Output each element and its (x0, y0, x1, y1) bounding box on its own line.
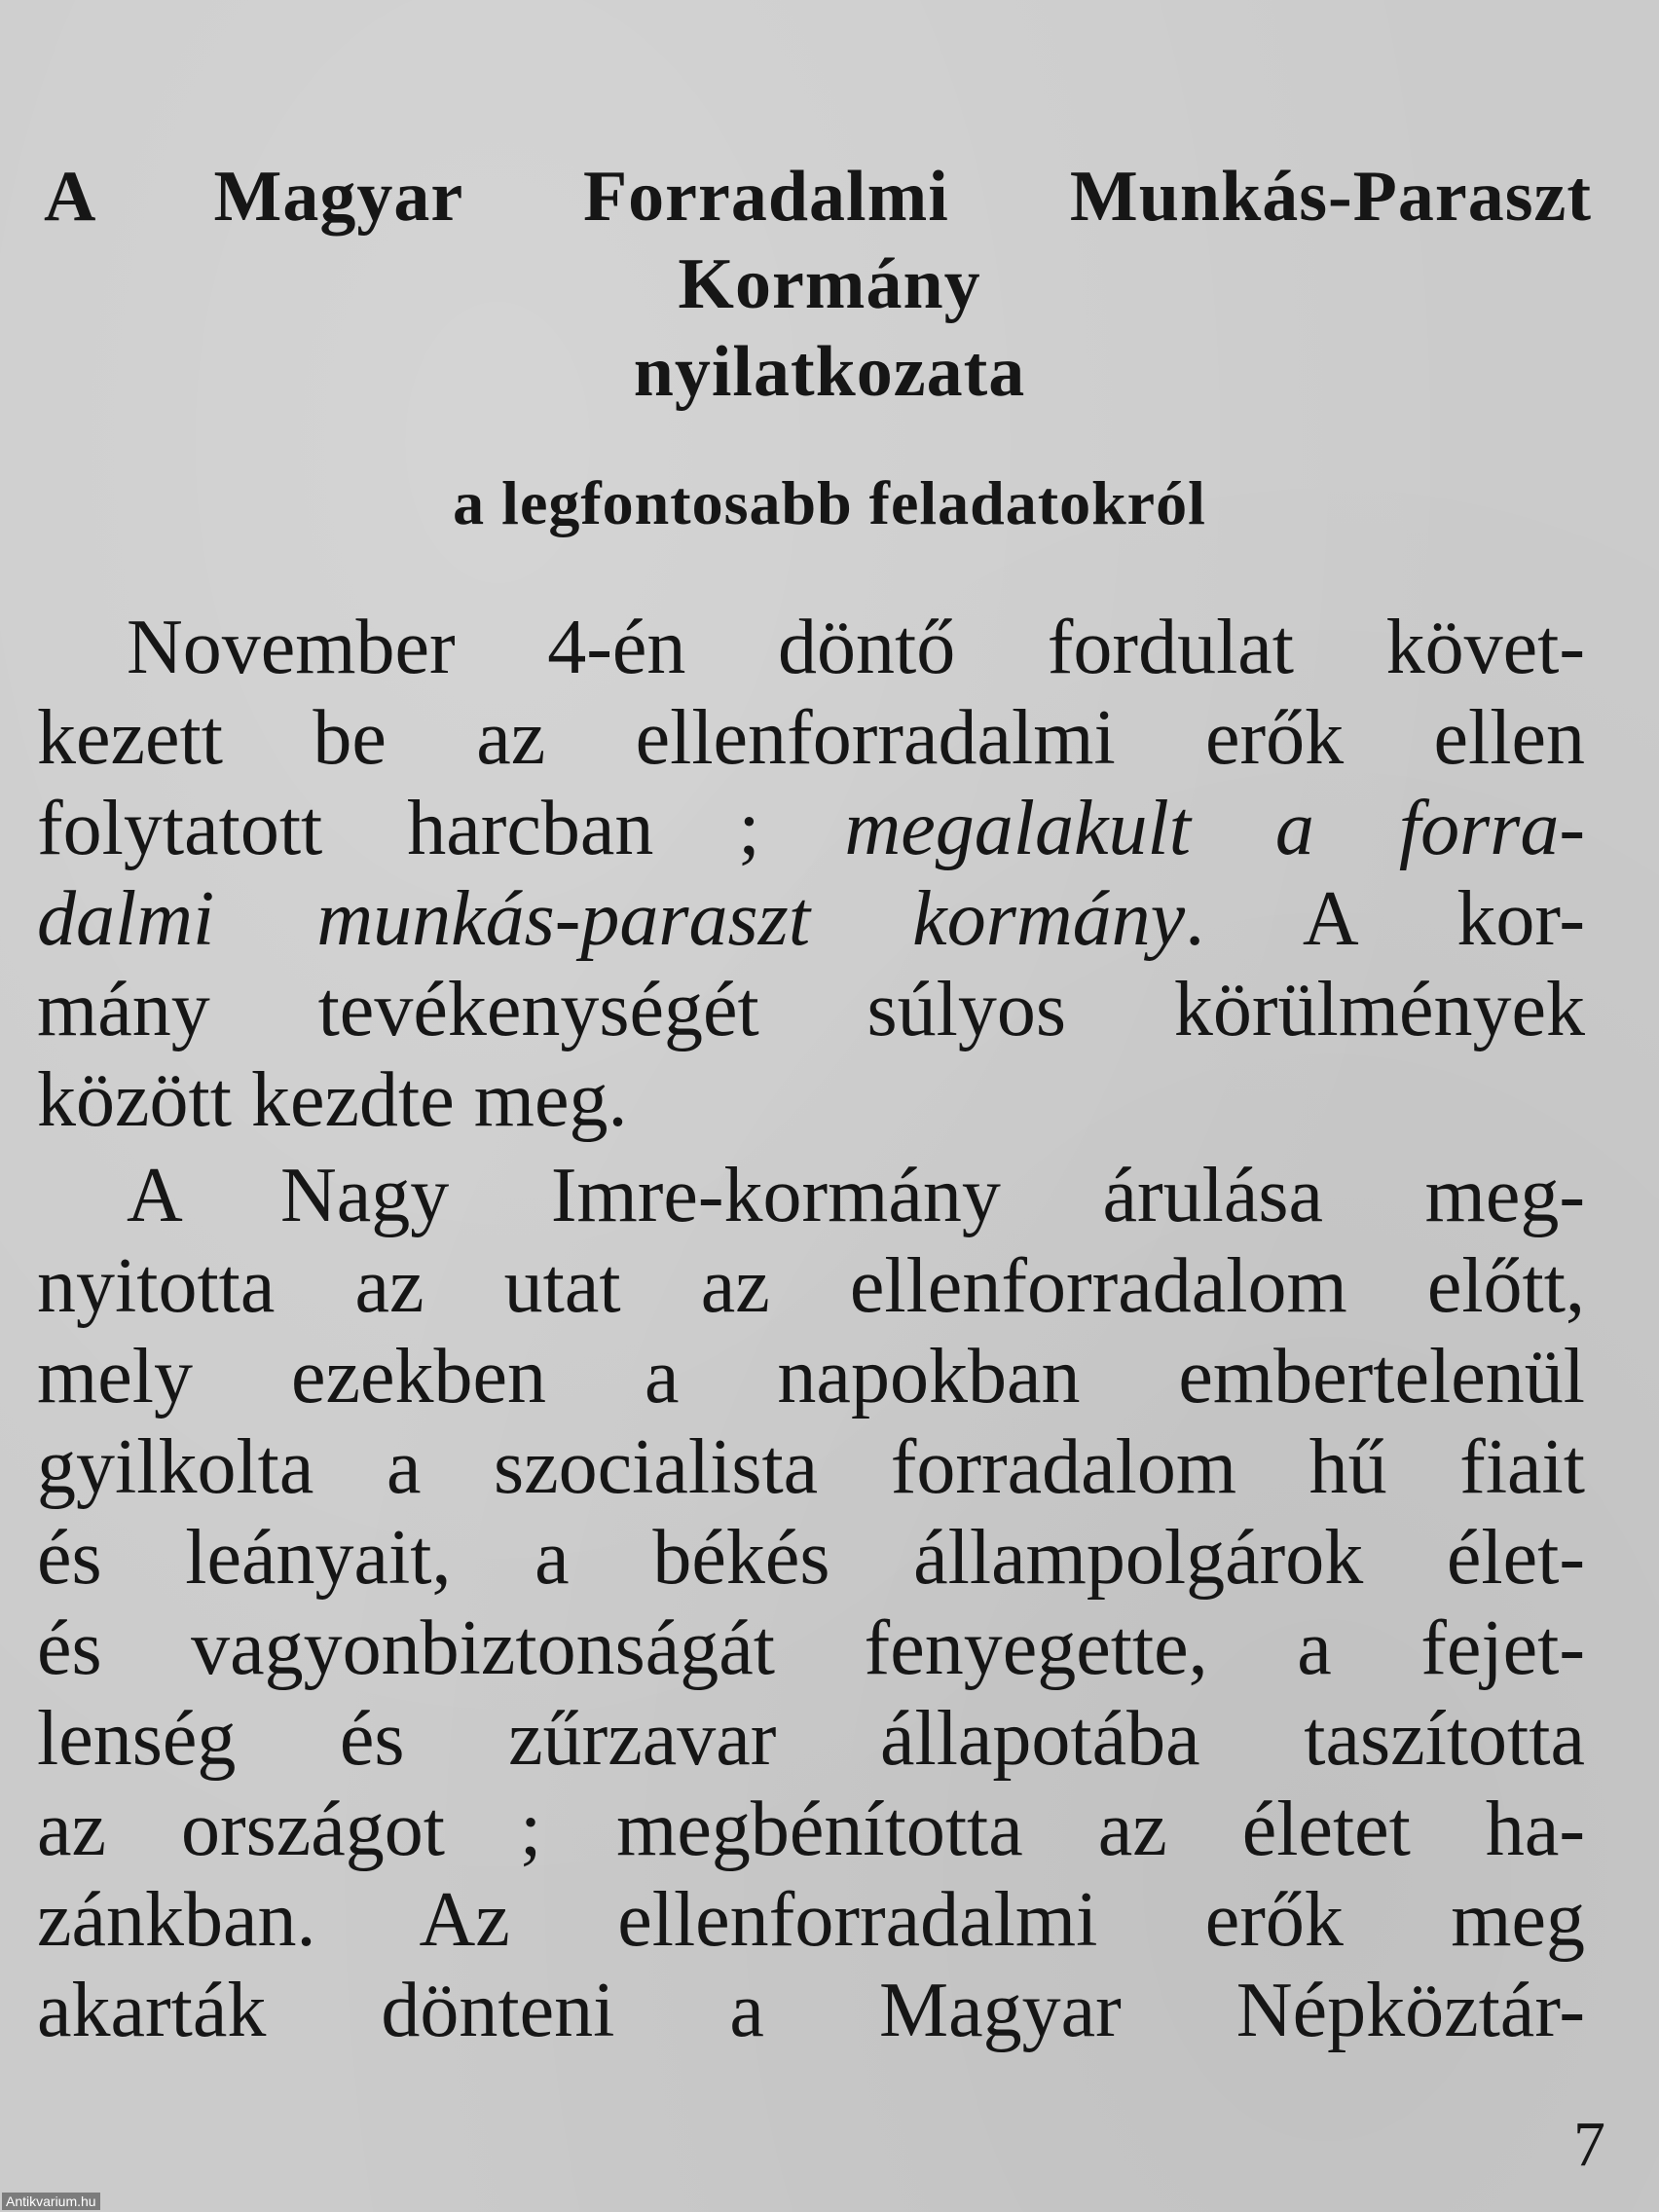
paragraph-1-line-1: November 4-én döntő fordulat követ- (127, 605, 1585, 690)
paragraph-1-line-5: mány tevékenységét súlyos körülmények (37, 967, 1585, 1052)
heading-line-2: Kormány (678, 244, 981, 324)
paragraph-2-line-10: akarták dönteni a Magyar Népköztár- (37, 1968, 1585, 2053)
paragraph-1-line-4-plain: . A kor- (1185, 876, 1586, 962)
paragraph-2-line-6: és vagyonbiztonságát fenyegette, a fejet- (37, 1605, 1585, 1691)
paragraph-2-line-8: az országot ; megbénította az életet ha- (37, 1787, 1585, 1872)
paragraph-2-line-1: A Nagy Imre-kormány árulása meg- (127, 1153, 1585, 1238)
paragraph-1-line-2: kezett be az ellenforradalmi erők ellen (37, 695, 1585, 781)
watermark-label: Antikvarium.hu (2, 2193, 100, 2210)
paragraph-2-line-9: zánkban. Az ellenforradalmi erők meg (37, 1877, 1585, 1963)
heading-line-1: A Magyar Forradalmi Munkás-Paraszt (44, 157, 1592, 237)
paragraph-1-line-4 (37, 876, 1586, 962)
page-number: 7 (1573, 2109, 1605, 2180)
paragraph-1-line-4-italic: dalmi munkás-paraszt kormány (37, 876, 1186, 962)
paragraph-1-line-3-plain: folytatott harcban ; (37, 786, 845, 871)
paragraph-2-line-2: nyitotta az utat az ellenforradalom előtt, (37, 1243, 1585, 1329)
paragraph-1-line-3-italic: megalakult a forra- (844, 786, 1586, 871)
paragraph-2-line-4: gyilkolta a szocialista forradalom hű fiait (37, 1424, 1585, 1510)
paragraph-1-line-3 (37, 786, 1586, 871)
heading-subtitle: a legfontosabb feladatokról (453, 468, 1206, 537)
paragraph-1-line-6: között kezdte meg. (37, 1057, 628, 1143)
paragraph-2-line-7: lenség és zűrzavar állapotába taszította (37, 1696, 1585, 1782)
heading-line-3: nyilatkozata (633, 332, 1026, 412)
paragraph-2-line-5: és leányait, a békés állampolgárok élet- (37, 1515, 1585, 1601)
paragraph-2-line-3: mely ezekben a napokban embertelenül (37, 1334, 1585, 1419)
